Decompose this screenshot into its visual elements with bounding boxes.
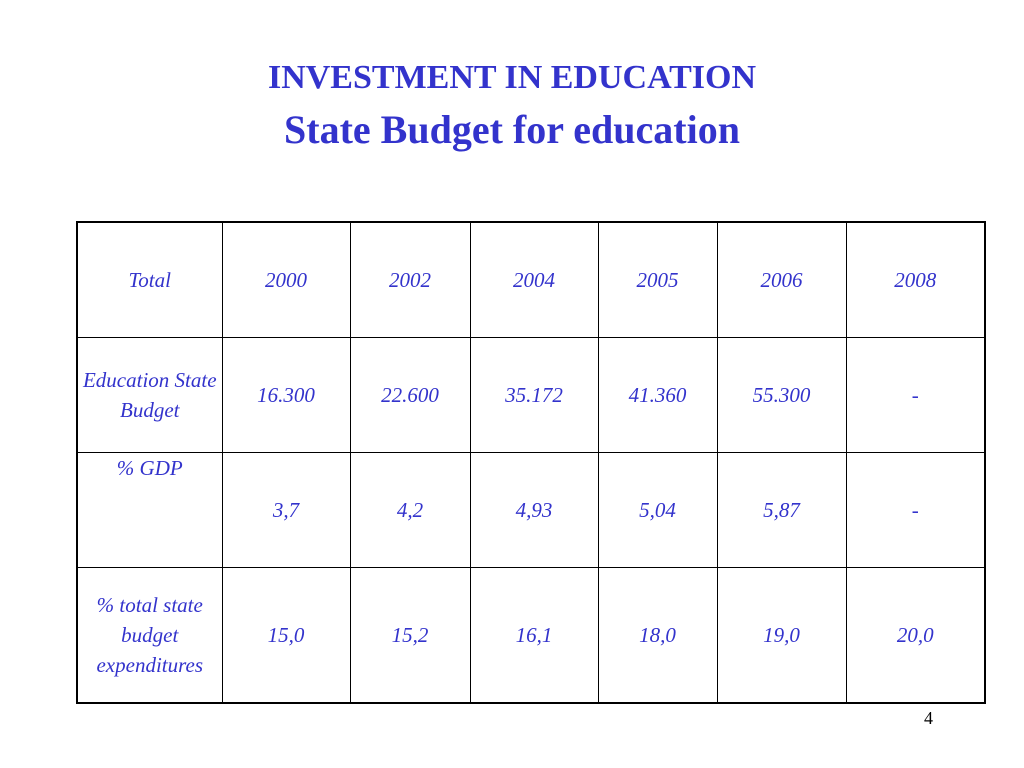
header-label-cell: Total [77, 222, 222, 337]
value-cell: 4,2 [350, 452, 470, 567]
value-cell: 5,04 [598, 452, 717, 567]
table-row [77, 567, 985, 703]
row-label-cell: % GDP [77, 452, 222, 567]
slide-title: INVESTMENT IN EDUCATION [267, 59, 757, 96]
header-year-cell: 2004 [470, 222, 598, 337]
value-cell: 22.600 [350, 337, 470, 452]
value-cell: 16,1 [470, 567, 598, 703]
value-cell: 5,87 [717, 452, 846, 567]
education-budget-table [76, 221, 986, 704]
value-cell: 19,0 [717, 567, 846, 703]
page-number: 4 [924, 708, 933, 728]
header-year-cell: 2002 [350, 222, 470, 337]
value-cell: 16.300 [222, 337, 350, 452]
table-row [77, 452, 985, 567]
row-label-cell: Education State Budget [77, 337, 222, 452]
value-cell: 41.360 [598, 337, 717, 452]
value-cell: - [846, 452, 985, 567]
header-year-cell: 2006 [717, 222, 846, 337]
value-cell: 18,0 [598, 567, 717, 703]
value-cell: 35.172 [470, 337, 598, 452]
table-row [77, 337, 985, 452]
value-cell: 3,7 [222, 452, 350, 567]
value-cell: - [846, 337, 985, 452]
row-label-cell: % total state budget expenditures [77, 567, 222, 703]
slide-subtitle: State Budget for education [284, 107, 740, 152]
value-cell: 20,0 [846, 567, 985, 703]
header-year-cell: 2000 [222, 222, 350, 337]
header-year-cell: 2005 [598, 222, 717, 337]
table-header-row [77, 222, 985, 337]
value-cell: 55.300 [717, 337, 846, 452]
header-year-cell: 2008 [846, 222, 985, 337]
value-cell: 15,0 [222, 567, 350, 703]
value-cell: 15,2 [350, 567, 470, 703]
value-cell: 4,93 [470, 452, 598, 567]
